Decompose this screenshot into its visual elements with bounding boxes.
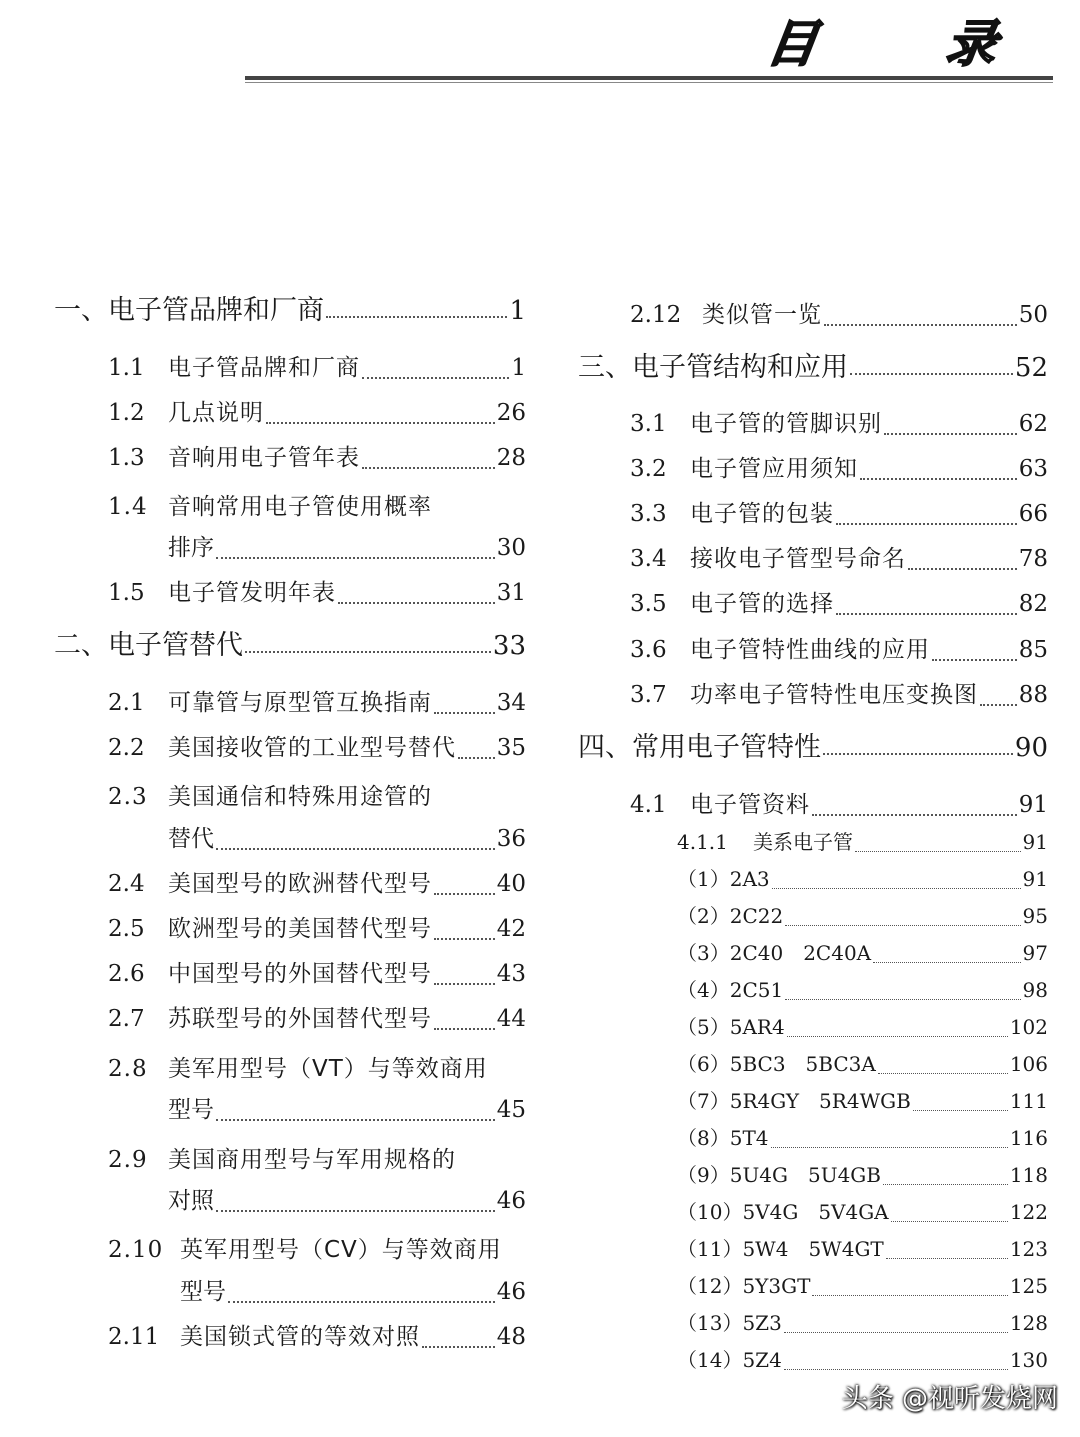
toc-page-number: 78	[1018, 546, 1048, 572]
toc-section-1-1[interactable]	[108, 349, 526, 389]
toc-title: 音响常用电子管使用概率	[168, 494, 432, 520]
toc-chapter-2[interactable]	[54, 623, 526, 663]
toc-tube-item[interactable]	[677, 900, 1048, 934]
leader-dots	[216, 557, 495, 559]
section-number: 2.8	[108, 1056, 148, 1082]
toc-title: 三、电子管结构和应用	[578, 352, 848, 383]
leader-dots	[784, 1369, 1008, 1370]
toc-title: （8）5T4	[677, 1126, 769, 1150]
toc-page-number: 36	[496, 826, 526, 852]
toc-title: 美军用型号（VT）与等效商用	[168, 1056, 488, 1082]
toc-section-3-6[interactable]	[630, 631, 1048, 671]
section-number: 2.7	[108, 1006, 145, 1032]
toc-page-number: 44	[496, 1006, 526, 1032]
toc-page-number: 33	[492, 631, 526, 661]
leader-dots	[932, 659, 1017, 661]
toc-section-3-2[interactable]	[630, 450, 1048, 490]
section-number: 4.1	[630, 792, 667, 818]
toc-page-number: 63	[1018, 456, 1048, 482]
page-title: 目 录	[762, 15, 1057, 73]
section-number: 3.4	[630, 546, 667, 572]
watermark-text: 头条 @视听发烧网	[841, 1384, 1058, 1414]
toc-title: 电子管特性曲线的应用	[690, 637, 930, 663]
section-number: 2.5	[108, 916, 145, 942]
section-number: 3.3	[630, 501, 667, 527]
leader-dots	[422, 1346, 495, 1348]
section-number: 1.4	[108, 494, 148, 520]
toc-page-number: 91	[1018, 792, 1048, 818]
toc-section-1-2[interactable]	[108, 394, 526, 434]
leader-dots	[913, 1110, 1008, 1111]
toc-page-number: 90	[1014, 733, 1048, 763]
toc-page-number: 111	[1009, 1089, 1048, 1113]
toc-section-2-3-cont[interactable]	[168, 820, 526, 860]
toc-section-3-4[interactable]	[630, 540, 1048, 580]
toc-page-number: 46	[496, 1279, 526, 1305]
toc-page-number: 91	[1022, 830, 1048, 854]
toc-title-continued: 对照	[168, 1188, 214, 1214]
leader-dots	[771, 1147, 1008, 1148]
toc-title: （11）5W4 5W4GT	[677, 1237, 884, 1261]
toc-title: 美国锁式管的等效对照	[180, 1324, 420, 1350]
toc-page-number: 52	[1014, 353, 1048, 383]
leader-dots	[850, 373, 1013, 375]
toc-section-2-7[interactable]	[108, 1000, 526, 1040]
section-number: 2.2	[108, 735, 145, 761]
leader-dots	[812, 1295, 1007, 1296]
toc-page-number: 95	[1022, 904, 1048, 928]
toc-title: 一、电子管品牌和厂商	[54, 295, 324, 326]
toc-title-continued: 型号	[180, 1279, 226, 1305]
section-number: 2.3	[108, 784, 148, 810]
toc-section-2-3[interactable]	[108, 778, 432, 811]
section-number: 2.1	[108, 690, 145, 716]
header-rule-thin	[245, 82, 1053, 83]
toc-page-number: 46	[496, 1188, 526, 1214]
toc-title: 欧洲型号的美国替代型号	[168, 916, 432, 942]
toc-page-number: 85	[1018, 637, 1048, 663]
toc-section-2-1[interactable]	[108, 684, 526, 724]
toc-title: 电子管的包装	[690, 501, 834, 527]
toc-page-number: 122	[1009, 1200, 1048, 1224]
section-number: 4.1.1	[677, 830, 728, 854]
toc-section-2-6[interactable]	[108, 955, 526, 995]
leader-dots	[772, 888, 1021, 889]
leader-dots	[216, 1119, 495, 1121]
leader-dots	[823, 753, 1013, 755]
toc-section-2-12[interactable]	[630, 296, 1048, 336]
leader-dots	[245, 651, 491, 653]
leader-dots	[980, 704, 1017, 706]
toc-page-number: 45	[496, 1097, 526, 1123]
toc-title: （5）5AR4	[677, 1015, 785, 1039]
leader-dots	[338, 602, 495, 604]
section-number: 3.5	[630, 591, 667, 617]
toc-title: 二、电子管替代	[54, 630, 243, 661]
toc-page-number: 35	[496, 735, 526, 761]
toc-page-number: 26	[496, 400, 526, 426]
leader-dots	[824, 324, 1017, 326]
toc-title: 苏联型号的外国替代型号	[168, 1006, 432, 1032]
header-rule	[245, 76, 1053, 80]
toc-title: （7）5R4GY 5R4WGB	[677, 1089, 911, 1113]
toc-section-1-4-cont[interactable]	[168, 529, 526, 569]
toc-title: （9）5U4G 5U4GB	[677, 1163, 881, 1187]
toc-title: 可靠管与原型管互换指南	[168, 690, 432, 716]
toc-page-number: 34	[496, 690, 526, 716]
toc-title: 电子管发明年表	[168, 580, 336, 606]
section-number: 2.12	[630, 302, 682, 328]
toc-tube-item[interactable]	[677, 1085, 1048, 1119]
leader-dots	[458, 757, 495, 759]
toc-page-number: 123	[1009, 1237, 1048, 1261]
toc-section-1-4[interactable]	[108, 488, 432, 521]
toc-section-2-9[interactable]	[108, 1141, 456, 1174]
toc-page-number: 30	[496, 535, 526, 561]
toc-title: 类似管一览	[702, 302, 822, 328]
toc-page-number: 1	[511, 355, 526, 381]
toc-title: 四、常用电子管特性	[578, 732, 821, 763]
toc-title: 美国商用型号与军用规格的	[168, 1147, 456, 1173]
toc-title: （13）5Z3	[677, 1311, 782, 1335]
toc-chapter-3[interactable]	[578, 345, 1048, 385]
toc-section-2-2[interactable]	[108, 729, 526, 769]
section-number: 2.10	[108, 1237, 164, 1263]
leader-dots	[836, 613, 1017, 615]
toc-chapter-4[interactable]	[578, 725, 1048, 765]
toc-tube-item[interactable]	[677, 1159, 1048, 1193]
toc-section-3-7[interactable]	[630, 676, 1048, 716]
leader-dots	[228, 1301, 495, 1303]
toc-page-number: 88	[1018, 682, 1048, 708]
leader-dots	[434, 712, 495, 714]
toc-title: 电子管的管脚识别	[690, 411, 882, 437]
toc-page-number: 130	[1009, 1348, 1048, 1372]
leader-dots	[785, 925, 1020, 926]
toc-page-number: 48	[496, 1324, 526, 1350]
toc-title: 美国接收管的工业型号替代	[168, 735, 456, 761]
toc-title: 中国型号的外国替代型号	[168, 961, 432, 987]
leader-dots	[886, 1258, 1008, 1259]
toc-page-number: 128	[1009, 1311, 1048, 1335]
toc-title-continued: 排序	[168, 535, 214, 561]
toc-tube-item[interactable]	[677, 1196, 1048, 1230]
toc-title: 几点说明	[168, 400, 264, 426]
section-number: 3.1	[630, 411, 667, 437]
toc-title: 功率电子管特性电压变换图	[690, 682, 978, 708]
toc-title: （10）5V4G 5V4GA	[677, 1200, 889, 1224]
toc-tube-item[interactable]	[677, 974, 1048, 1008]
section-number: 2.9	[108, 1147, 148, 1173]
section-number: 1.2	[108, 400, 145, 426]
toc-page-number: 66	[1018, 501, 1048, 527]
leader-dots	[326, 316, 507, 318]
toc-section-2-10[interactable]	[108, 1231, 502, 1264]
toc-tube-item[interactable]	[677, 1307, 1048, 1341]
leader-dots	[266, 422, 495, 424]
toc-title: （14）5Z4	[677, 1348, 782, 1372]
toc-section-3-3[interactable]	[630, 495, 1048, 535]
toc-title: 英军用型号（CV）与等效商用	[180, 1237, 502, 1263]
toc-title: 美国型号的欧洲替代型号	[168, 871, 432, 897]
toc-section-4-1-1[interactable]	[677, 826, 1048, 860]
leader-dots	[873, 962, 1020, 963]
section-number: 2.11	[108, 1324, 160, 1350]
toc-section-3-5[interactable]	[630, 585, 1048, 625]
toc-section-2-4[interactable]	[108, 865, 526, 905]
toc-page-number: 91	[1022, 867, 1048, 891]
section-number: 3.7	[630, 682, 667, 708]
toc-title: 电子管资料	[690, 792, 810, 818]
toc-page-number: 1	[509, 296, 526, 326]
leader-dots	[362, 467, 495, 469]
toc-page-number: 62	[1018, 411, 1048, 437]
toc-page-number: 118	[1009, 1163, 1048, 1187]
leader-dots	[434, 893, 495, 895]
section-number: 3.2	[630, 456, 667, 482]
section-number: 2.6	[108, 961, 145, 987]
leader-dots	[860, 478, 1017, 480]
leader-dots	[884, 433, 1017, 435]
toc-title: 电子管的选择	[690, 591, 834, 617]
toc-tube-item[interactable]	[677, 1270, 1048, 1304]
toc-tube-item[interactable]	[677, 937, 1048, 971]
leader-dots	[891, 1221, 1008, 1222]
toc-section-2-10-cont[interactable]	[180, 1273, 526, 1313]
toc-title-continued: 替代	[168, 826, 214, 852]
toc-section-2-9-cont[interactable]	[168, 1182, 526, 1222]
toc-title: 电子管品牌和厂商	[168, 355, 360, 381]
toc-title: （2）2C22	[677, 904, 784, 928]
toc-section-1-3[interactable]	[108, 439, 526, 479]
toc-tube-item[interactable]	[677, 1048, 1048, 1082]
toc-page-number: 106	[1009, 1052, 1048, 1076]
leader-dots	[787, 1036, 1008, 1037]
section-number: 1.5	[108, 580, 145, 606]
toc-section-2-11[interactable]	[108, 1318, 526, 1358]
leader-dots	[785, 999, 1020, 1000]
toc-page-number: 28	[496, 445, 526, 471]
section-number: 1.3	[108, 445, 145, 471]
toc-tube-item[interactable]	[677, 1011, 1048, 1045]
toc-title: 美系电子管	[753, 830, 853, 854]
toc-section-2-8-cont[interactable]	[168, 1091, 526, 1131]
toc-tube-item[interactable]	[677, 1233, 1048, 1267]
toc-title: （6）5BC3 5BC3A	[677, 1052, 876, 1076]
toc-section-4-1[interactable]	[630, 786, 1048, 826]
toc-title: 电子管应用须知	[690, 456, 858, 482]
leader-dots	[216, 1210, 495, 1212]
toc-section-3-1[interactable]	[630, 405, 1048, 445]
toc-page-number: 40	[496, 871, 526, 897]
toc-section-2-5[interactable]	[108, 910, 526, 950]
toc-page-number: 98	[1022, 978, 1048, 1002]
section-number: 2.4	[108, 871, 145, 897]
toc-title: （12）5Y3GT	[677, 1274, 811, 1298]
leader-dots	[878, 1073, 1008, 1074]
toc-title: （1）2A3	[677, 867, 770, 891]
toc-page-number: 82	[1018, 591, 1048, 617]
toc-page-number: 97	[1022, 941, 1048, 965]
toc-title: 音响用电子管年表	[168, 445, 360, 471]
toc-page-number: 43	[496, 961, 526, 987]
toc-title-continued: 型号	[168, 1097, 214, 1123]
toc-page-number: 31	[496, 580, 526, 606]
toc-title: （3）2C40 2C40A	[677, 941, 872, 965]
leader-dots	[855, 851, 1021, 852]
leader-dots	[784, 1332, 1008, 1333]
leader-dots	[883, 1184, 1008, 1185]
leader-dots	[434, 983, 495, 985]
toc-page-number: 42	[496, 916, 526, 942]
toc-tube-item[interactable]	[677, 1122, 1048, 1156]
toc-page-number: 125	[1009, 1274, 1048, 1298]
toc-section-1-5[interactable]	[108, 574, 526, 614]
toc-tube-item[interactable]	[677, 863, 1048, 897]
toc-section-2-8[interactable]	[108, 1050, 488, 1083]
toc-page-number: 102	[1009, 1015, 1048, 1039]
leader-dots	[434, 938, 495, 940]
toc-title: （4）2C51	[677, 978, 784, 1002]
leader-dots	[836, 523, 1017, 525]
leader-dots	[362, 377, 509, 379]
leader-dots	[216, 848, 495, 850]
toc-title: 美国通信和特殊用途管的	[168, 784, 432, 810]
leader-dots	[812, 814, 1017, 816]
toc-tube-item[interactable]	[677, 1344, 1048, 1378]
section-number: 3.6	[630, 637, 667, 663]
toc-page-number: 116	[1009, 1126, 1048, 1150]
leader-dots	[908, 568, 1017, 570]
toc-title: 接收电子管型号命名	[690, 546, 906, 572]
leader-dots	[434, 1028, 495, 1030]
toc-page-number: 50	[1018, 302, 1048, 328]
section-number: 1.1	[108, 355, 145, 381]
toc-chapter-1[interactable]	[54, 288, 526, 328]
